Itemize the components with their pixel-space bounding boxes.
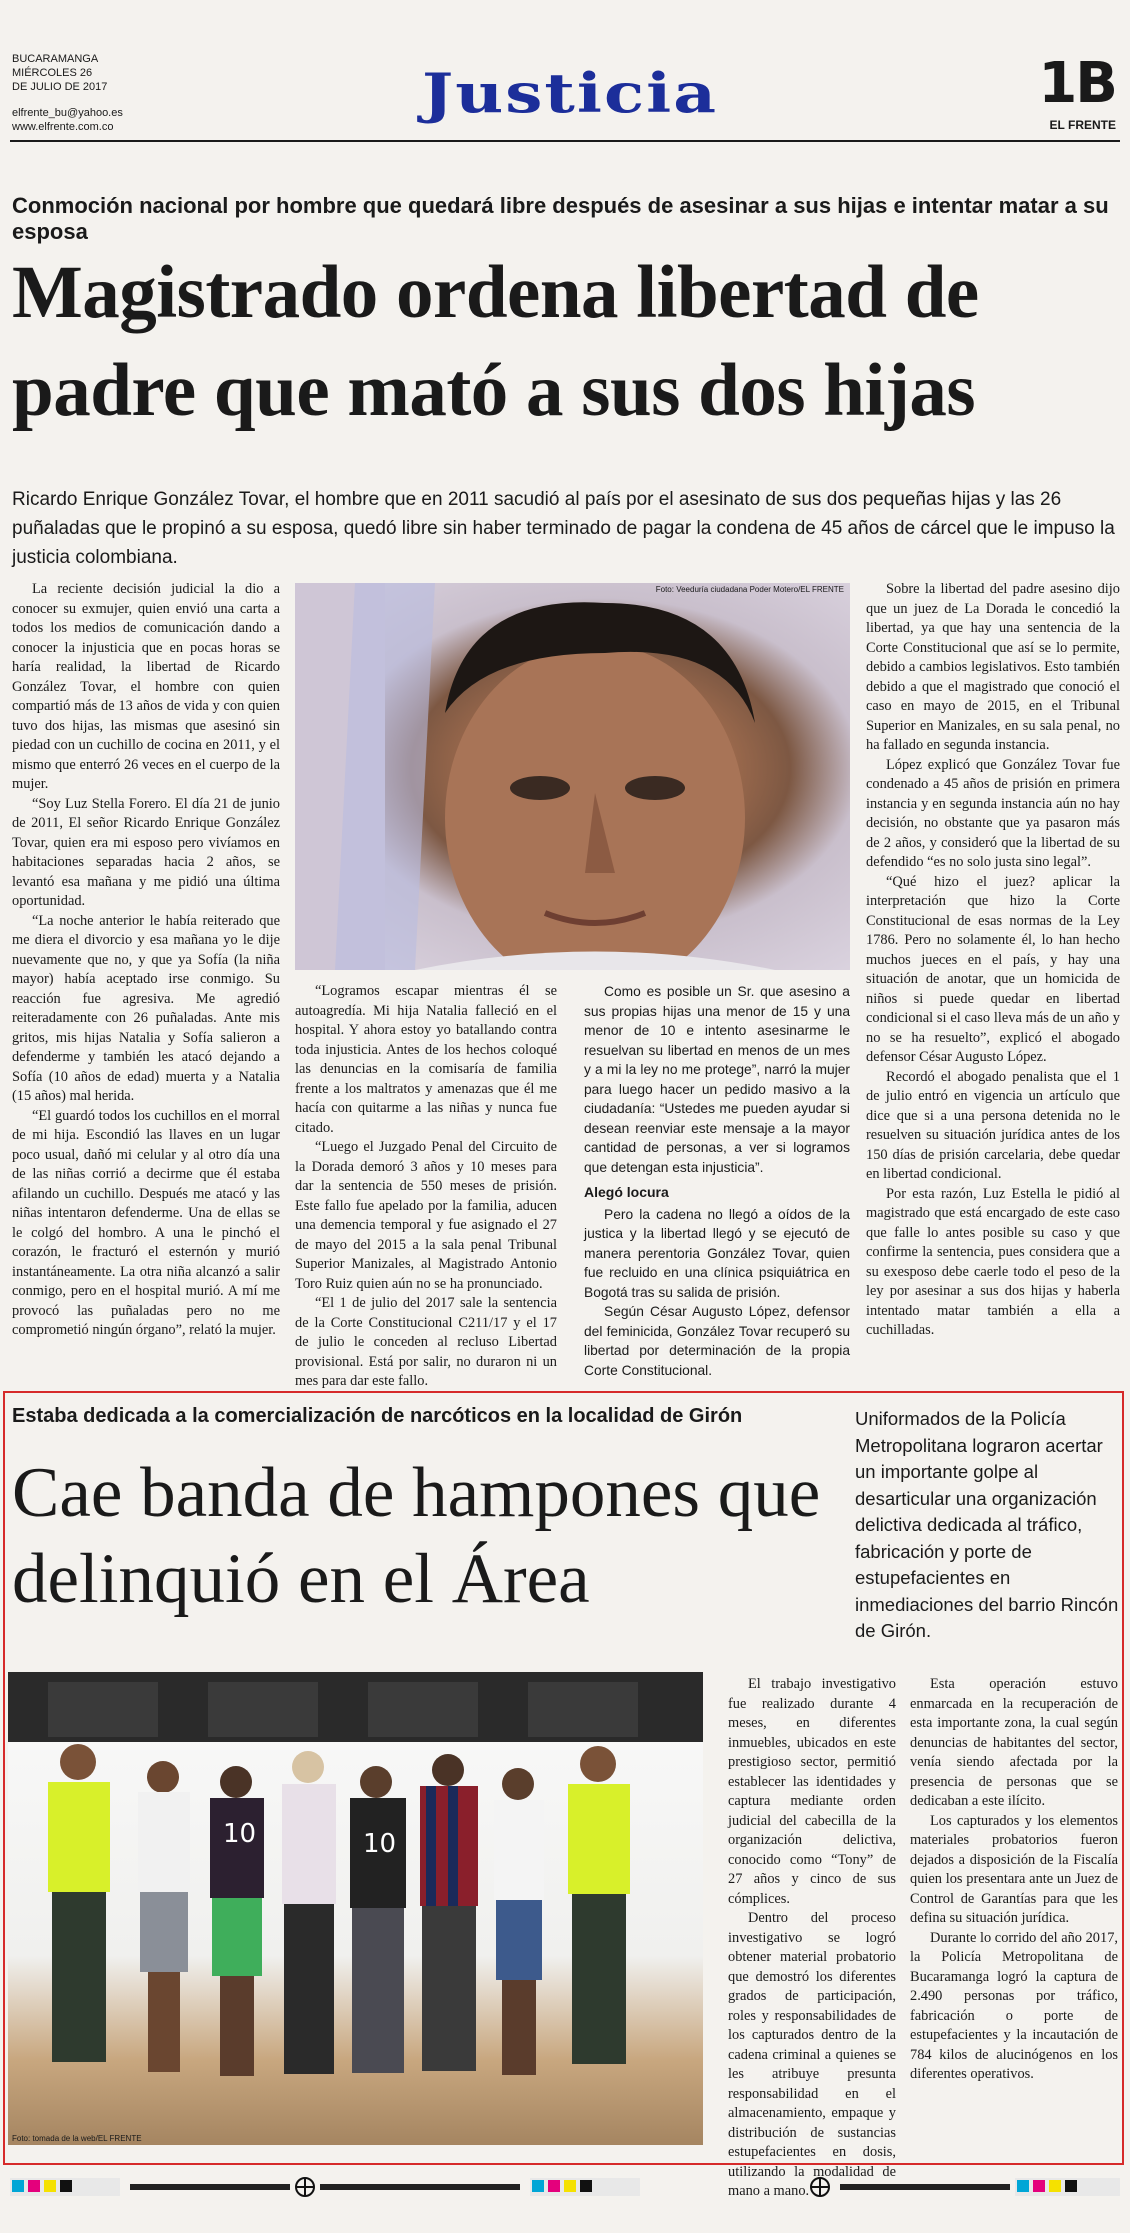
portrait-illustration [295,583,850,970]
paragraph: “Logramos escapar mientras él se autoagredía. Mi hija Natalia falleció en el hospital. Y ahora estoy yo batallando contra toda injusticia. Antes de los hechos coloqué las denuncias en la comisaría de familia frente a los maltratos y amenazas que él me hacía con quitarme a las niñas y nunca fue citado. [295,983,557,1136]
masthead-rule [10,140,1120,142]
paragraph: “La noche anterior le había reiterado que me diera el divorcio y esa mañana yo le dije nuevamente que no, y que ya Sofía (la niña mayor) había aceptado irse conmigo. Su reacción fue agresiva. Me agredió reiteradamente con 26 puñaladas. Ante mis gritos, mis hijas Natalia y Sofía salieron a defenderme y también les atacó dejando a Sofía (10 años de edad) muerta y a Natalia (15 años) mal herida. [12,912,280,1104]
story1-headline: Magistrado ordena libertad de padre que mató a sus dos hijas [12,251,979,432]
paragraph: Durante lo corrido del año 2017, la Policía Metropolitana de Bucaramanga logró la captura de 2.490 personas por tráfico, fabricación o porte de estupefacientes y la incautación de 784 kilos de alucinógenos en los diferentes operativos. [910,1929,1118,2082]
paragraph: Sobre la libertad del padre asesino dijo que un juez de La Dorada le concedió la libertad, ya que hay una sentencia de la Corte Constitucional que así se lo permite, debido a cambios legislativos. Esto también debido a que el magistrado que conoció el caso en mayo de 2015, en el Tribunal Superior en Manizales, en su sala penal, no ha fallado en segunda instancia. [866,581,1120,753]
story1-col2 [295,982,557,1392]
email: elfrente_bu@yahoo.es [12,107,123,119]
paragraph: López explicó que González Tovar fue condenado a 45 años de prisión en primera instancia y en segunda instancia aún no hay decisión, no obstante que ya pasaron más de 2 años, y consideró que la libertad de su defendido “es no solo justa sino legal”. [866,756,1120,870]
paragraph: “Qué hizo el juez? aplicar la interpretación que hizo la Corte Constitucional de esas normas de la Ley 1786. Pero no solamente él, lo han hecho muchos jueces en el país, y hay una situación de anotar, que un homicida de niños si puede quedar en libertad condicional si el caso lleva más de un año y no se ha resuelto”, explicó el abogado defensor César Augusto López. [866,873,1120,1065]
paragraph: Según César Augusto López, defensor del feminicida, González Tovar recuperó su libertad por determinación de la propia Corte Constitucional. [584,1304,850,1378]
story2-photo [8,1672,703,2145]
paragraph: La reciente decisión judicial la dio a conocer su exmujer, quien envió una carta a todos los medios de comunicación dando a conocer la injusticia que en pocas horas se haría realidad, la libertad de Ricardo González Tovar, el hombre con quien compartió más de 13 años de vida y con quien tuvo dos hijas, las mismas que asesinó sin piedad con un cuchillo de cocina en 2011, y el mismo que enterró 26 veces en el cuerpo de la mujer. [12,581,280,792]
paragraph: Como es posible un Sr. que asesino a sus propias hijas una menor de 15 y una menor de 10 e intento asesinarme le resuelvan su libertad en menos de un mes y a mi la ley no me protege”, narró la mujer para luego hacer un pedido masivo a la ciudadanía: “Ustedes me pueden ayudar si desean reenviar este mensaje a la mayor cantidad de personas, a ver si logramos que detengan esta injusticia”. [584,984,850,1175]
paragraph: Esta operación estuvo enmarcada en la recuperación de esta importante zona, la cual según denuncias de habitantes del sector, venía siendo afectada por la presencia de personas que se dedicaban a este ilícito. [910,1676,1118,1809]
registration-marks [0,2170,1130,2210]
city: BUCARAMANGA [12,53,99,65]
website: www.elfrente.com.co [12,121,114,133]
story2-col1 [728,1675,896,2202]
story2-kicker: Estaba dedicada a la comercialización de narcóticos en la localidad de Girón [12,1405,743,1427]
story1-kicker: Conmoción nacional por hombre que quedará libre después de asesinar a sus hijas e intentar matar a su esposa [12,193,1109,244]
jersey-number-b: 10 [363,1829,397,1859]
paragraph: Recordó el abogado penalista que el 1 de julio entró en vigencia un artículo que dice que si a una persona detenida no le resuelven su situación jurídica antes de los 150 días de prisión carcelaria, debe quedar en libertad condicional. [866,1068,1120,1182]
print-registration-bar [0,2170,1130,2210]
jersey-number-a: 10 [223,1819,257,1849]
paragraph: El trabajo investigativo fue realizado durante 4 meses, en diferentes inmuebles, ubicados en este prestigioso sector, permitió establecer las identidades y captura mediante orden judicial del cabecilla de la organización delictiva, conocido como “Tony” de 27 años y cinco de sus cómplices. [728,1676,896,1907]
paragraph: “El guardó todos los cuchillos en el morral de mi hija. Escondió las llaves en un lugar poco usual, dañó mi celular y al otro día una de las niñas corrió a decirme que él estaba afilando un cuchillo. Después me atacó y las niñas intentaron defenderme. Una de ellas se le colgó del hombro. A una le pinchó el corazón, le fracturó el esternón y murió instantáneamente. La otra niña alcanzó a salir conmigo, pero en el hospital murió. A mí me provocó las puñaladas pero no me comprometió ningún órgano”, relató la mujer. [12,1107,280,1338]
photo-credit: Foto: Veeduría ciudadana Poder Motero/EL FRENTE [655,585,844,594]
paragraph: Por esta razón, Luz Estella le pidió al magistrado que está encargado de este caso que falle lo antes posible su caso y que confirme la sentencia, pues considera que a su exesposo debe caerle todo el peso de la ley por asesinar a sus dos hijas y haberla intentado matar también a ella a cuchilladas. [866,1185,1120,1338]
paragraph: “Luego el Juzgado Penal del Circuito de la Dorada demoró 3 años y 10 meses para dar la sentencia de 550 meses de prisión. Este fallo fue apelado por la familia, aducen una demencia temporal y fue asignado el 27 de mayo del 2015 a la sala penal Tribunal Superior Manizales, al Magistrado Antonio Toro Ruiz quien aún no se ha pronunciado. [295,1139,557,1292]
story2-lead: Uniformados de la Policía Metropolitana lograron acertar un importante golpe al desarticular una organización delictiva dedicada al tráfico, fabricación y porte de estupefacientes en inmediaciones del barrio Rincón de Girón. [855,1408,1119,1641]
story1-col3 [584,982,850,1380]
paragraph: “Soy Luz Stella Forero. El día 21 de junio de 2011, El señor Ricardo Enrique González Tovar, quien era mi esposo pero vivíamos en habitaciones separadas hacia 2 años, se levantó esa mañana y me pidió una última oportunidad. [12,795,280,909]
story1-col4 [866,580,1120,1341]
suspects-lineup-illustration [8,1672,703,2145]
page-number: 1B [1038,51,1116,116]
section-title: Justicia [422,61,718,125]
subhead: Alegó locura [584,1184,669,1200]
paragraph: Pero la cadena no llegó a oídos de la justica y la libertad llegó y se ejecutó de manera perentoria González Tovar, quien fue recluido en una clínica psiquiátrica en Bogotá tras su salida de prisión. [584,1206,850,1300]
date-line: DE JULIO DE 2017 [12,81,108,93]
paper-name: EL FRENTE [1049,118,1116,132]
story2-col2 [910,1675,1118,2085]
photo-credit: Foto: tomada de la web/EL FRENTE [12,2134,142,2143]
masthead-info [12,52,123,134]
paragraph: Dentro del proceso investigativo se logró obtener material probatorio que demostró los diferentes grados de participación, roles y responsabilidades de los capturados dentro de la cadena criminal a quienes se les atribuye presunta responsabilidad en el almacenamiento, empaque y distribución de sustancias estupefacientes en dosis, utilizando la modalidad de mano a mano. [728,1910,896,2199]
story1-photo [295,583,850,970]
paragraph: “El 1 de julio del 2017 sale la sentencia de la Corte Constitucional C211/17 y el 17 de julio le conceden al recluso Libertad provisional. Está por salir, no duraron ni un mes para dar este fallo. [295,1295,557,1389]
paragraph: Los capturados y los elementos materiales probatorios fueron dejados a disposición de la Fiscalía quien los presentara ante un Juez de Control de Garantías para que les defina su situación jurídica. [910,1812,1118,1926]
story2-headline: Cae banda de hampones que delinquió en el Área [12,1454,821,1618]
date-line: MIÉRCOLES 26 [12,67,93,79]
story1-lead: Ricardo Enrique González Tovar, el hombre que en 2011 sacudió al país por el asesinato de sus dos pequeñas hijas y las 26 puñaladas que le propinó a su esposa, quedó libre sin haber terminado de pagar la condena de 45 años de cárcel que le impuso la justicia colombiana. [12,489,1115,568]
story1-col1 [12,580,280,1341]
